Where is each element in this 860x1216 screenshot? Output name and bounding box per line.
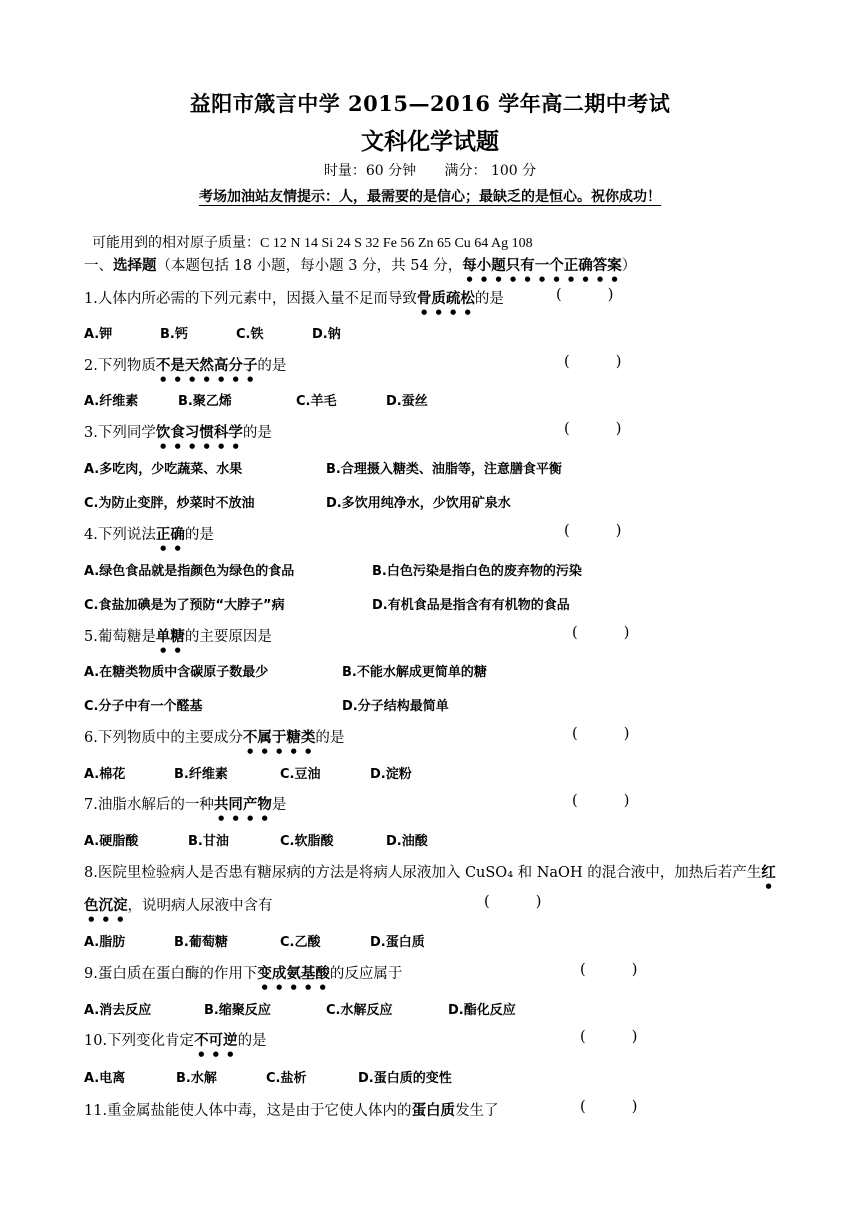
- question-text: 的是: [237, 1033, 267, 1049]
- option-d[interactable]: D.淀粉: [370, 767, 412, 782]
- exam-subtitle: 文科化学试题: [361, 128, 499, 155]
- option-a[interactable]: A.纤维素: [84, 394, 139, 409]
- answer-blank[interactable]: ( ): [580, 1099, 638, 1115]
- question-6: [84, 726, 344, 755]
- question-keyword: 蛋白质: [411, 1102, 456, 1119]
- option-b[interactable]: B.合理摄入糖类、油脂等，注意膳食平衡: [326, 462, 562, 477]
- options-3b: [84, 492, 511, 511]
- question-3: [84, 421, 272, 450]
- question-text: 的是: [474, 291, 504, 307]
- question-keyword: 骨质疏松: [416, 290, 475, 307]
- option-a[interactable]: A.消去反应: [84, 1003, 152, 1018]
- question-text: 的是: [315, 730, 345, 746]
- option-c[interactable]: C.羊毛: [296, 394, 337, 409]
- question-text: 的是: [242, 425, 272, 441]
- option-a[interactable]: A.多吃肉，少吃蔬菜、水果: [84, 462, 243, 477]
- option-d[interactable]: D.多饮用纯净水，少饮用矿泉水: [326, 496, 511, 511]
- question-keyword: 不可逆: [194, 1032, 238, 1049]
- option-d[interactable]: D.酯化反应: [448, 1003, 516, 1018]
- question-text: 3.下列同学: [84, 425, 156, 441]
- answer-blank[interactable]: ( ): [564, 354, 622, 370]
- question-keyword: 饮食习惯科学: [155, 424, 243, 441]
- option-b[interactable]: B.水解: [176, 1071, 217, 1086]
- option-c[interactable]: C.分子中有一个醛基: [84, 699, 203, 714]
- question-keyword: 正确: [155, 526, 185, 543]
- answer-blank[interactable]: ( ): [564, 523, 622, 539]
- score-label: 满分： 100 分: [444, 163, 537, 179]
- question-8-cont: [84, 894, 273, 923]
- tip-text: 考场加油站友情提示：人，最需要的是信心；最缺乏的是恒心。祝你成功！: [199, 189, 661, 205]
- options-8: [84, 931, 425, 950]
- question-text: 1.人体内所必需的下列元素中，因摄入量不足而导致: [84, 291, 417, 307]
- option-c[interactable]: C.铁: [236, 327, 264, 342]
- question-text: 11.重金属盐能使人体中毒，这是由于它使人体内的: [84, 1103, 412, 1119]
- option-a[interactable]: A.脂肪: [84, 935, 126, 950]
- question-keyword: 变成氨基酸: [257, 965, 330, 982]
- question-7: [84, 793, 286, 822]
- question-text: 8.医院里检验病人是否患有糖尿病的方法是将病人尿液加入 CuSO₄ 和 NaOH 的混合液中，加热后若产生: [84, 865, 762, 881]
- answer-blank[interactable]: ( ): [580, 1029, 638, 1045]
- options-4a: [84, 560, 582, 579]
- option-b[interactable]: B.纤维素: [174, 767, 228, 782]
- options-3a: [84, 458, 562, 477]
- option-a[interactable]: A.棉花: [84, 767, 126, 782]
- options-6: [84, 763, 412, 782]
- answer-blank[interactable]: ( ): [484, 894, 542, 910]
- options-5a: [84, 661, 487, 680]
- question-keyword: 不属于糖类: [242, 729, 316, 746]
- option-b[interactable]: B.聚乙烯: [178, 394, 232, 409]
- question-text: 6.下列物质中的主要成分: [84, 730, 243, 746]
- options-4b: [84, 594, 570, 613]
- question-text: 的是: [184, 527, 214, 543]
- section-desc: （本题包括 18 小题，每小题 3 分，共 54 分，: [156, 258, 463, 274]
- options-10: [84, 1067, 452, 1086]
- option-c[interactable]: C.盐析: [266, 1071, 307, 1086]
- section-emphasis: 每小题只有一个正确答案: [462, 257, 622, 274]
- question-2: [84, 354, 286, 383]
- question-text: 5.葡萄糖是: [84, 629, 156, 645]
- option-d[interactable]: D.蛋白质: [370, 935, 425, 950]
- encouragement-tip: [0, 186, 860, 206]
- options-7: [84, 830, 428, 849]
- question-text: 4.下列说法: [84, 527, 156, 543]
- option-d[interactable]: D.油酸: [386, 834, 428, 849]
- section-heading: [84, 254, 636, 283]
- question-text: 的是: [257, 358, 287, 374]
- question-keyword: 红: [761, 864, 776, 881]
- option-d[interactable]: D.有机食品是指含有有机物的食品: [372, 598, 570, 613]
- question-9: [84, 962, 402, 991]
- question-keyword: 不是天然高分子: [155, 357, 258, 374]
- question-keyword: 单糖: [155, 628, 185, 645]
- question-11: [84, 1099, 499, 1120]
- answer-blank[interactable]: ( ): [572, 793, 630, 809]
- question-text: ，说明病人尿液中含有: [127, 898, 273, 914]
- option-b[interactable]: B.甘油: [188, 834, 229, 849]
- option-d[interactable]: D.钠: [312, 327, 341, 342]
- option-c[interactable]: C.软脂酸: [280, 834, 334, 849]
- option-a[interactable]: A.钾: [84, 327, 113, 342]
- option-c[interactable]: C.乙酸: [280, 935, 321, 950]
- answer-blank[interactable]: ( ): [572, 625, 630, 641]
- question-text: 9.蛋白质在蛋白酶的作用下: [84, 966, 258, 982]
- answer-blank[interactable]: ( ): [580, 962, 638, 978]
- section-name: 选择题: [113, 257, 157, 274]
- option-d[interactable]: D.蚕丝: [386, 394, 428, 409]
- question-5: [84, 625, 272, 654]
- section-suffix: ）: [621, 258, 637, 274]
- time-label: 时量：60 分钟: [323, 163, 417, 179]
- answer-blank[interactable]: ( ): [572, 726, 630, 742]
- question-10: [84, 1029, 267, 1058]
- question-4: [84, 523, 214, 552]
- question-8: [84, 861, 776, 890]
- options-1: [84, 323, 341, 342]
- question-keyword: 色沉淀: [84, 897, 128, 914]
- exam-title: 益阳市箴言中学 2015—2016 学年高二期中考试: [189, 91, 671, 116]
- options-9: [84, 999, 516, 1018]
- option-a[interactable]: A.绿色食品就是指颜色为绿色的食品: [84, 564, 295, 579]
- atomic-masses: 可能用到的相对原子质量：C 12 N 14 Si 24 S 32 Fe 56 Zn 65 Cu 64 Ag 108: [92, 236, 533, 251]
- exam-meta: [0, 160, 860, 180]
- option-a[interactable]: A.电离: [84, 1071, 126, 1086]
- options-5b: [84, 695, 449, 714]
- question-keyword: 共同产物: [213, 796, 272, 813]
- answer-blank[interactable]: ( ): [564, 421, 622, 437]
- option-d[interactable]: D.蛋白质的变性: [358, 1071, 452, 1086]
- option-b[interactable]: B.白色污染是指白色的废弃物的污染: [372, 564, 582, 579]
- question-text: 发生了: [455, 1103, 499, 1119]
- option-a[interactable]: A.硬脂酸: [84, 834, 139, 849]
- option-a[interactable]: A.在糖类物质中含碳原子数最少: [84, 665, 269, 680]
- question-text: 的反应属于: [329, 966, 403, 982]
- question-1: [84, 287, 504, 316]
- option-c[interactable]: C.豆油: [280, 767, 321, 782]
- option-b[interactable]: B.缩聚反应: [204, 1003, 271, 1018]
- options-2: [84, 390, 428, 409]
- question-text: 的主要原因是: [184, 629, 272, 645]
- section-prefix: 一、: [84, 258, 113, 274]
- question-text: 是: [271, 797, 287, 813]
- option-b[interactable]: B.不能水解成更简单的糖: [342, 665, 487, 680]
- option-c[interactable]: C.食盐加碘是为了预防“大脖子”病: [84, 598, 285, 613]
- option-b[interactable]: B.葡萄糖: [174, 935, 228, 950]
- option-c[interactable]: C.为防止变胖，炒菜时不放油: [84, 496, 255, 511]
- answer-blank[interactable]: ( ): [556, 287, 614, 303]
- option-d[interactable]: D.分子结构最简单: [342, 699, 449, 714]
- question-text: 10.下列变化肯定: [84, 1033, 195, 1049]
- option-b[interactable]: B.钙: [160, 327, 188, 342]
- question-text: 2.下列物质: [84, 358, 156, 374]
- option-c[interactable]: C.水解反应: [326, 1003, 393, 1018]
- question-text: 7.油脂水解后的一种: [84, 797, 214, 813]
